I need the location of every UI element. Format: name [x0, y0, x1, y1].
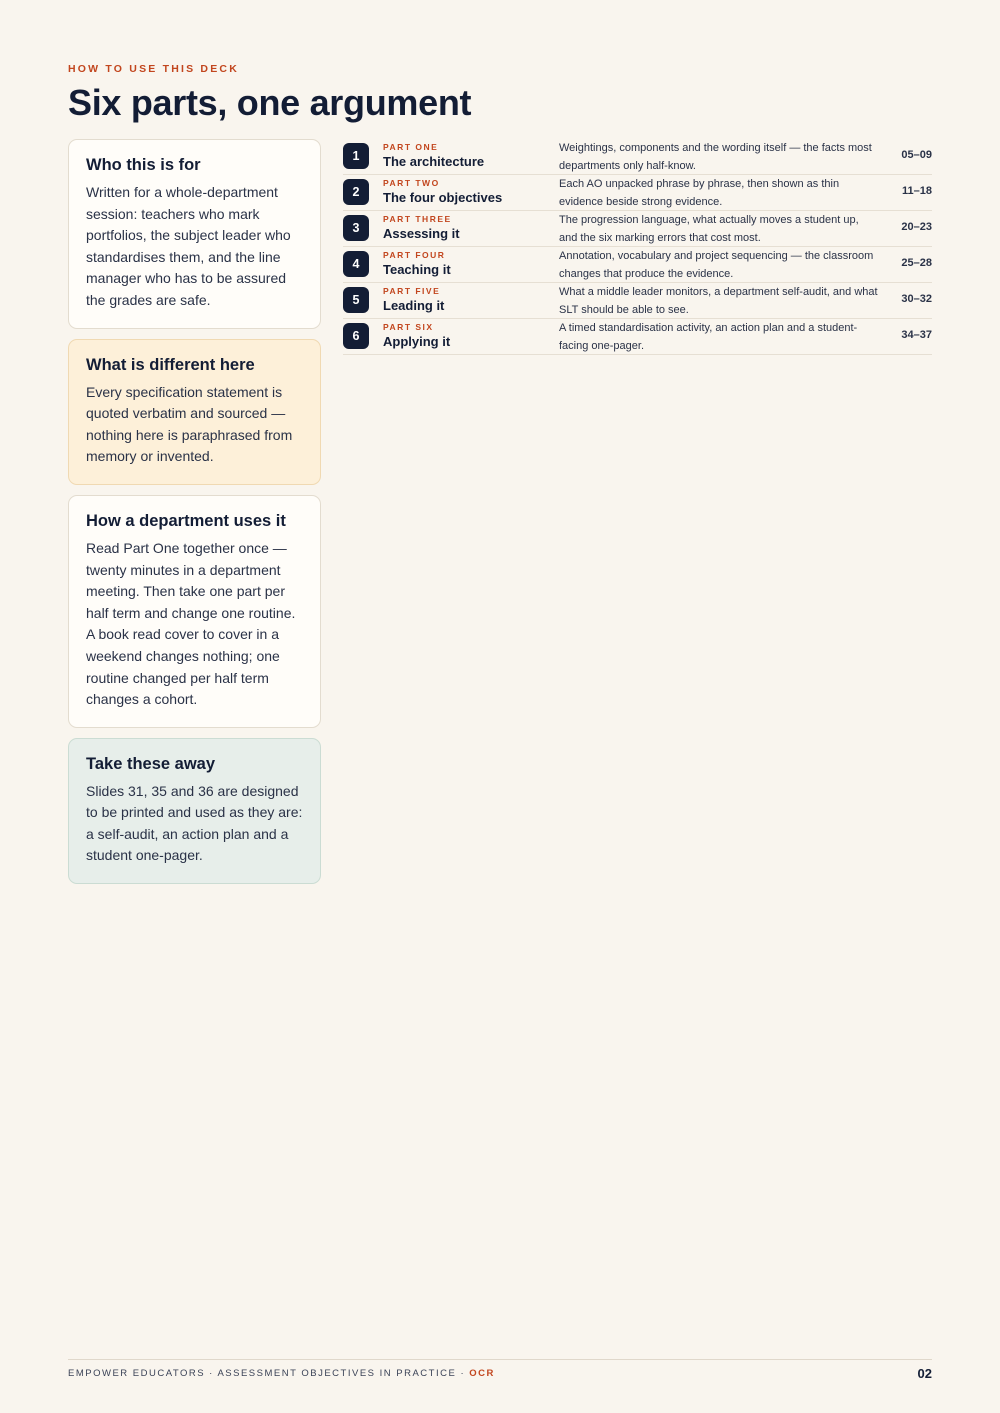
- part-label: PART TWO: [383, 178, 440, 188]
- card-title: What is different here: [86, 355, 255, 374]
- toc-row-part-one[interactable]: [343, 139, 932, 175]
- toc-row-part-six[interactable]: [343, 319, 932, 355]
- part-number-badge: 1: [343, 143, 369, 169]
- toc-row-part-four[interactable]: [343, 247, 932, 283]
- part-name: Applying it: [383, 334, 451, 349]
- card-body: Slides 31, 35 and 36 are designed to be printed and used as they are: a self-audit, an action plan and a student one-pager.: [86, 782, 303, 864]
- parts-table-of-contents: [343, 139, 932, 355]
- card-title: Who this is for: [86, 156, 201, 174]
- part-label: PART THREE: [383, 214, 452, 224]
- part-number-badge: 6: [343, 323, 369, 349]
- card-who-this-is-for: [68, 139, 321, 329]
- footer-board: OCR: [469, 1368, 495, 1379]
- card-title: How a department uses it: [86, 511, 286, 530]
- footer-divider: [68, 1359, 932, 1360]
- part-pages: 05–09: [901, 149, 932, 161]
- card-what-is-different: [68, 339, 321, 485]
- card-title: Take these away: [86, 754, 216, 773]
- part-name: Assessing it: [383, 226, 460, 241]
- part-name: Leading it: [383, 298, 445, 313]
- part-description: Each AO unpacked phrase by phrase, then shown as thin evidence beside strong evidence.: [559, 178, 840, 208]
- part-name: Teaching it: [383, 262, 451, 277]
- part-label: PART ONE: [383, 142, 439, 152]
- part-number-badge: 4: [343, 251, 369, 277]
- part-label: PART FIVE: [383, 286, 441, 296]
- part-pages: 20–23: [901, 221, 932, 233]
- page-title: Six parts, one argument: [68, 82, 472, 123]
- part-description: Annotation, vocabulary and project sequencing — the classroom changes that produce the evidence.: [559, 250, 874, 280]
- card-how-department-uses-it: [68, 495, 321, 728]
- page-number: 02: [917, 1366, 932, 1381]
- part-name: The four objectives: [383, 190, 503, 205]
- part-description: Weightings, components and the wording itself — the facts most departments only half-know.: [559, 142, 872, 172]
- toc-row-part-five[interactable]: [343, 283, 932, 319]
- footer-text: [68, 1368, 495, 1379]
- part-pages: 30–32: [901, 293, 932, 305]
- part-name: The architecture: [383, 154, 485, 169]
- card-body: Every specification statement is quoted verbatim and sourced — nothing here is paraphrased from memory or invented.: [86, 383, 293, 465]
- part-description: A timed standardisation activity, an action plan and a student-facing one-pager.: [559, 322, 858, 352]
- part-number-badge: 2: [343, 179, 369, 205]
- part-description: What a middle leader monitors, a department self-audit, and what SLT should be able to see.: [559, 286, 878, 316]
- card-body: Written for a whole-department session: teachers who mark portfolios, the subject leader who standardises them, and the line manager who has to be assured the grades are safe.: [86, 184, 291, 308]
- section-eyebrow: HOW TO USE THIS DECK: [68, 63, 239, 75]
- part-label: PART FOUR: [383, 250, 446, 260]
- toc-row-part-three[interactable]: [343, 211, 932, 247]
- card-body: Read Part One together once — twenty minutes in a department meeting. Then take one part per half term and change one routine. A book read cover to cover in a weekend changes nothing; one routine changed per half term changes a cohort.: [86, 539, 296, 708]
- footer-series: EMPOWER EDUCATORS · ASSESSMENT OBJECTIVES IN PRACTICE ·: [68, 1368, 470, 1379]
- part-pages: 34–37: [901, 329, 932, 341]
- part-number-badge: 3: [343, 215, 369, 241]
- part-pages: 11–18: [902, 185, 932, 197]
- part-pages: 25–28: [901, 257, 932, 269]
- card-take-these-away: [68, 738, 321, 884]
- part-label: PART SIX: [383, 322, 434, 332]
- info-cards: [68, 139, 321, 894]
- part-description: The progression language, what actually moves a student up, and the six marking errors that cost most.: [559, 214, 859, 244]
- toc-row-part-two[interactable]: [343, 175, 932, 211]
- part-number-badge: 5: [343, 287, 369, 313]
